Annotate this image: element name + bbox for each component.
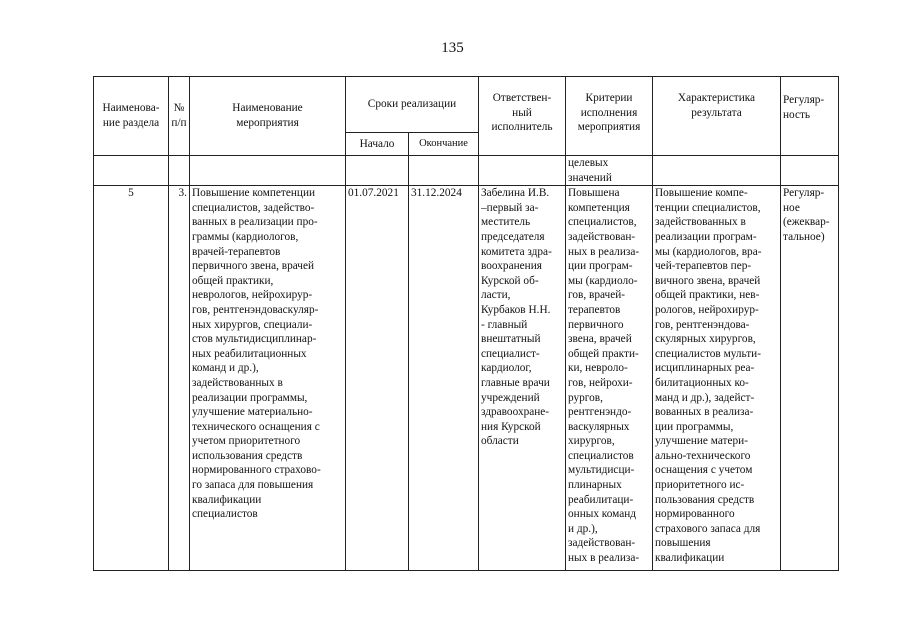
text-line: исциплинарных реа- <box>655 362 755 375</box>
text-line: учетом приоритетного <box>192 435 301 448</box>
text-line: терапевтов <box>568 303 621 316</box>
text-line: ции программы, <box>655 420 734 433</box>
section-cell: 5 <box>94 186 169 571</box>
text-line: тенции специалистов, <box>655 201 761 214</box>
text-line: Повышена <box>568 187 620 200</box>
header-row <box>94 77 839 133</box>
text-line: мультидисци- <box>568 464 635 477</box>
result-cell <box>653 186 781 571</box>
text-line: плинарных <box>568 479 622 492</box>
header-responsible: Ответствен- ный исполнитель <box>479 77 566 156</box>
text-line: ных реабилитационных <box>192 347 307 360</box>
text-line: специалист- <box>481 347 540 360</box>
text-line: гов, нейрохи- <box>568 376 633 389</box>
continuation-row <box>94 156 839 186</box>
text-line: врачей-терапевтов <box>192 245 281 258</box>
text-line: улучшение матери- <box>655 435 748 448</box>
text-line: воохранения <box>481 260 542 273</box>
text-line: ных в реализа- <box>568 552 640 565</box>
text-line: рентгенэндо- <box>568 406 632 419</box>
text-line: задействованных в <box>655 216 746 229</box>
text-line: использования средств <box>192 449 303 462</box>
header-terms: Сроки реализации <box>346 77 479 133</box>
text-line: главные врачи <box>481 376 550 389</box>
text-line: неврологов, нейрохирур- <box>192 289 313 302</box>
text-line: команд и др.), <box>192 362 259 375</box>
header-section-name: Наименова- ние раздела <box>94 77 169 156</box>
text-line: задействован- <box>568 537 636 550</box>
text-line: внештатный <box>481 333 541 346</box>
text-line: оснащения с учетом <box>655 464 753 477</box>
text-line: мы (кардиоло- <box>568 274 638 287</box>
text-line: реабилитаци- <box>568 493 634 506</box>
text-line: мы (кардиологов, вра- <box>655 245 762 258</box>
text-line: Регуляр- <box>783 187 825 200</box>
text-line: хирургов, <box>568 435 615 448</box>
text-line: нормированного страхово- <box>192 464 321 477</box>
text-line: ных в реализа- <box>568 245 640 258</box>
end-date-cell: 31.12.2024 <box>409 186 479 571</box>
text-line: Повышение компетенции <box>192 187 316 200</box>
text-line: значений <box>568 171 612 184</box>
text-line: реализации програм- <box>655 230 757 243</box>
text-line: ных хирургов, специали- <box>192 318 313 331</box>
text-line: улучшение материально- <box>192 406 313 419</box>
text-line: вованных в реализа- <box>655 406 754 419</box>
text-line: гов, рентгенэндова- <box>655 318 750 331</box>
text-line: квалификации <box>655 552 725 565</box>
text-line: специалистов <box>192 508 258 521</box>
text-line: стов мультидисциплинар- <box>192 333 317 346</box>
text-line: реализации программы, <box>192 391 308 404</box>
text-line: ния Курской <box>481 420 541 433</box>
text-line: области <box>481 435 519 448</box>
header-end: Окончание <box>409 133 479 156</box>
text-line: ласти, <box>481 289 511 302</box>
responsible-cell <box>479 186 566 571</box>
text-line: онных команд <box>568 508 637 521</box>
text-line: меститель <box>481 216 531 229</box>
text-line: и др.), <box>568 522 598 535</box>
text-line: гов, рентгенэндоваскуляр- <box>192 303 319 316</box>
text-line: рургов, <box>568 391 603 404</box>
text-line: Курбаков Н.Н. <box>481 303 551 316</box>
text-line: звена, врачей <box>568 333 632 346</box>
text-line: общей практи- <box>568 347 639 360</box>
text-line: квалификации <box>192 493 262 506</box>
text-line: го запаса для повышения <box>192 479 314 492</box>
text-line: пользования средств <box>655 493 755 506</box>
text-line: нормированного <box>655 508 735 521</box>
text-line: чей-терапевтов пер- <box>655 260 752 273</box>
text-line: повышения <box>655 537 711 550</box>
text-line: задействован- <box>568 230 636 243</box>
text-line: Забелина И.В. <box>481 187 550 200</box>
text-line: приоритетного ис- <box>655 479 745 492</box>
text-line: (ежеквар- <box>783 216 830 229</box>
header-regularity: Регуляр- ность <box>781 77 839 156</box>
text-line: ально-технического <box>655 449 751 462</box>
text-line: –первый за- <box>481 201 539 214</box>
text-line: целевых <box>568 157 609 169</box>
header-number: № п/п <box>169 77 190 156</box>
text-line: кардиолог, <box>481 362 532 375</box>
text-line: первичного <box>568 318 624 331</box>
text-line: ки, невроло- <box>568 362 628 375</box>
text-line: задействованных в <box>192 376 283 389</box>
text-line: ванных в реализации про- <box>192 216 318 229</box>
text-line: Курской об- <box>481 274 539 287</box>
continuation-criteria-cell <box>566 156 653 186</box>
text-line: здравоохране- <box>481 406 550 419</box>
text-line: билитационных ко- <box>655 376 749 389</box>
page-number: 135 <box>441 40 464 56</box>
header-criteria: Критерии исполнения мероприятия <box>566 77 653 156</box>
header-measure-name: Наименование мероприятия <box>190 77 346 156</box>
text-line: рологов, нейрохирур- <box>655 303 759 316</box>
measures-table <box>93 76 839 571</box>
text-line: специалистов, <box>568 216 637 229</box>
header-result: Характеристика результата <box>653 77 781 156</box>
text-line: гов, врачей- <box>568 289 626 302</box>
text-line: васкулярных <box>568 420 630 433</box>
text-line: специалистов мульти- <box>655 347 761 360</box>
text-line: страхового запаса для <box>655 522 761 535</box>
text-line: комитета здра- <box>481 245 552 258</box>
text-line: специалистов <box>568 449 634 462</box>
text-line: тальное) <box>783 230 825 243</box>
text-line: ции програм- <box>568 260 633 273</box>
text-line: граммы (кардиологов, <box>192 230 299 243</box>
text-line: технического оснащения с <box>192 420 320 433</box>
start-date-cell: 01.07.2021 <box>346 186 409 571</box>
text-line: вичного звена, врачей <box>655 274 761 287</box>
text-line: Повышение компе- <box>655 187 748 200</box>
text-line: ное <box>783 201 800 214</box>
text-line: манд и др.), задейст- <box>655 391 755 404</box>
text-line: председателя <box>481 230 545 243</box>
text-line: общей практики, нев- <box>655 289 760 302</box>
header-start: Начало <box>346 133 409 156</box>
regularity-cell <box>781 186 839 571</box>
criteria-cell <box>566 186 653 571</box>
table-row <box>94 186 839 571</box>
text-line: компетенция <box>568 201 630 214</box>
text-line: скулярных хирургов, <box>655 333 756 346</box>
measure-cell <box>190 186 346 571</box>
number-cell: 3. <box>169 186 190 571</box>
text-line: общей практики, <box>192 274 274 287</box>
text-line: учреждений <box>481 391 540 404</box>
text-line: специалистов, задейство- <box>192 201 315 214</box>
text-line: - главный <box>481 318 528 331</box>
text-line: первичного звена, врачей <box>192 260 315 273</box>
